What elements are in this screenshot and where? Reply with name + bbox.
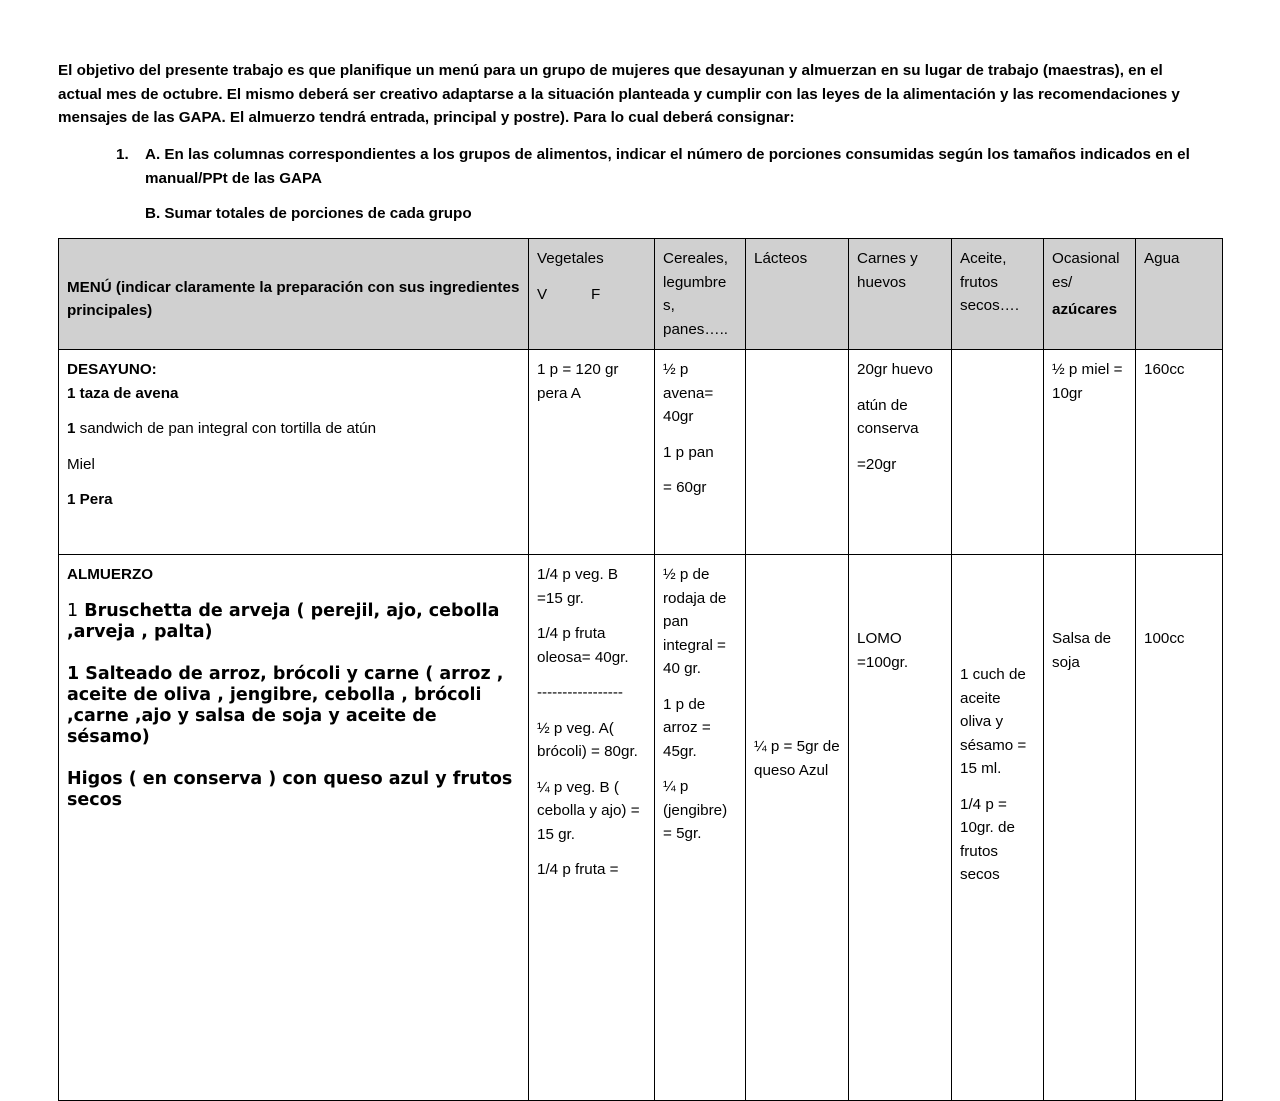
almuerzo-veg-b: 1/4 p veg. B =15 gr. xyxy=(537,566,619,607)
almuerzo-fruta-oleosa: 1/4 p fruta oleosa= 40gr. xyxy=(537,625,629,666)
desayuno-lacteos xyxy=(746,350,849,555)
desayuno-carnes-huevo: 20gr huevo xyxy=(857,361,933,378)
header-v: V xyxy=(537,285,548,303)
menu-table xyxy=(58,238,1223,1101)
desayuno-vegetales: 1 p = 120 gr pera A xyxy=(529,350,655,555)
almuerzo-veg-a-brocoli: ½ p veg. A( brócoli) = 80gr. xyxy=(537,719,638,760)
desayuno-carnes xyxy=(849,350,952,555)
almuerzo-agua: 100cc xyxy=(1136,555,1223,1101)
header-vegetales-label: Vegetales xyxy=(537,250,604,267)
desayuno-cereales xyxy=(655,350,746,555)
header-carnes: Carnes y huevos xyxy=(849,239,952,350)
desayuno-cereales-pan: 1 p pan xyxy=(663,443,714,461)
instruction-b-text: B. Sumar totales de porciones de cada grupo xyxy=(145,205,472,222)
almuerzo-principal: 1 Salteado de arroz, brócoli y carne ( arroz , aceite de oliva , jengibre, cebolla , brócoli ,carne ,ajo y salsa de soja y aceite de sésamo) xyxy=(67,663,504,747)
header-vf xyxy=(537,283,646,307)
almuerzo-carnes: LOMO =100gr. xyxy=(849,555,952,1101)
almuerzo-ocasional: Salsa de soja xyxy=(1044,555,1136,1101)
almuerzo-title: ALMUERZO xyxy=(67,566,154,583)
header-cereales: Cereales, legumbre s, panes….. xyxy=(655,239,746,350)
desayuno-cereales-avena: ½ p avena= 40gr xyxy=(663,361,714,425)
intro-paragraph: El objetivo del presente trabajo es que planifique un menú para un grupo de mujeres que desayunan y almuerzan en su lugar de trabajo (maestras), en el actual mes de octubre. El mismo deberá ser creativo adaptarse a la situación planteada y cumplir con las leyes de la alimentación y las recomendaciones y mensajes de las GAPA. El almuerzo tendrá entrada, principal y postre). Para lo cual deberá consignar: xyxy=(58,62,1180,126)
almuerzo-entrada: 1 Bruschetta de arveja ( perejil, ajo, cebolla ,arveja , palta) xyxy=(67,600,500,642)
header-aceite: Aceite, frutos secos…. xyxy=(952,239,1044,350)
almuerzo-veg-separator: ----------------- xyxy=(537,684,623,701)
header-vegetales xyxy=(529,239,655,350)
desayuno-ocasional: ½ p miel = 10gr xyxy=(1044,350,1136,555)
desayuno-carnes-atun: atún de conserva xyxy=(857,396,919,437)
desayuno-carnes-atun-gr: =20gr xyxy=(857,455,897,473)
almuerzo-menu-cell xyxy=(59,555,529,1101)
desayuno-menu-cell xyxy=(59,350,529,555)
almuerzo-frutos-secos: 1/4 p = 10gr. de frutos secos xyxy=(960,795,1015,883)
almuerzo-fruta: 1/4 p fruta = xyxy=(537,861,619,878)
header-ocasional-label: Ocasional es/ xyxy=(1052,250,1120,291)
desayuno-item-miel: Miel xyxy=(67,455,95,473)
header-menu: MENÚ (indicar claramente la preparación con sus ingredientes principales) xyxy=(59,239,529,350)
header-f: F xyxy=(591,285,601,303)
header-agua: Agua xyxy=(1136,239,1223,350)
almuerzo-vegetales xyxy=(529,555,655,1101)
almuerzo-cer-jengibre: ¼ p (jengibre) = 5gr. xyxy=(663,778,728,842)
header-azucares: azúcares xyxy=(1052,301,1118,318)
desayuno-item-pera: 1 Pera xyxy=(67,491,113,508)
instruction-number: 1. xyxy=(116,146,129,163)
almuerzo-veg-b-cebolla-ajo: ¼ p veg. B ( cebolla y ajo) = 15 gr. xyxy=(537,778,640,843)
desayuno-agua: 160cc xyxy=(1136,350,1223,555)
almuerzo-cer-pan: ½ p de rodaja de pan integral = 40 gr. xyxy=(663,566,727,677)
desayuno-cereales-pan-gr: = 60gr xyxy=(663,479,707,496)
almuerzo-cereales xyxy=(655,555,746,1101)
almuerzo-aceite xyxy=(952,555,1044,1101)
desayuno-item-sandwich: 1 sandwich de pan integral con tortilla de atún xyxy=(67,420,377,437)
almuerzo-aceite-oliva-sesamo: 1 cuch de aceite oliva y sésamo = 15 ml. xyxy=(960,666,1027,777)
desayuno-aceite xyxy=(952,350,1044,555)
almuerzo-lacteos: ¼ p = 5gr de queso Azul xyxy=(746,555,849,1101)
instruction-a-text: A. En las columnas correspondientes a los grupos de alimentos, indicar el número de porciones consumidas según los tamaños indicados en el manual/PPt de las GAPA xyxy=(145,146,1190,187)
desayuno-item-avena: 1 taza de avena xyxy=(67,384,179,402)
header-ocasional xyxy=(1044,239,1136,350)
almuerzo-cer-arroz: 1 p de arroz = 45gr. xyxy=(663,695,711,760)
table-header-row xyxy=(59,239,1223,350)
almuerzo-postre: Higos ( en conserva ) con queso azul y frutos secos xyxy=(67,768,513,810)
table-row-desayuno xyxy=(59,350,1223,555)
desayuno-title: DESAYUNO: xyxy=(67,361,157,378)
header-lacteos: Lácteos xyxy=(746,239,849,350)
table-row-almuerzo xyxy=(59,555,1223,1101)
